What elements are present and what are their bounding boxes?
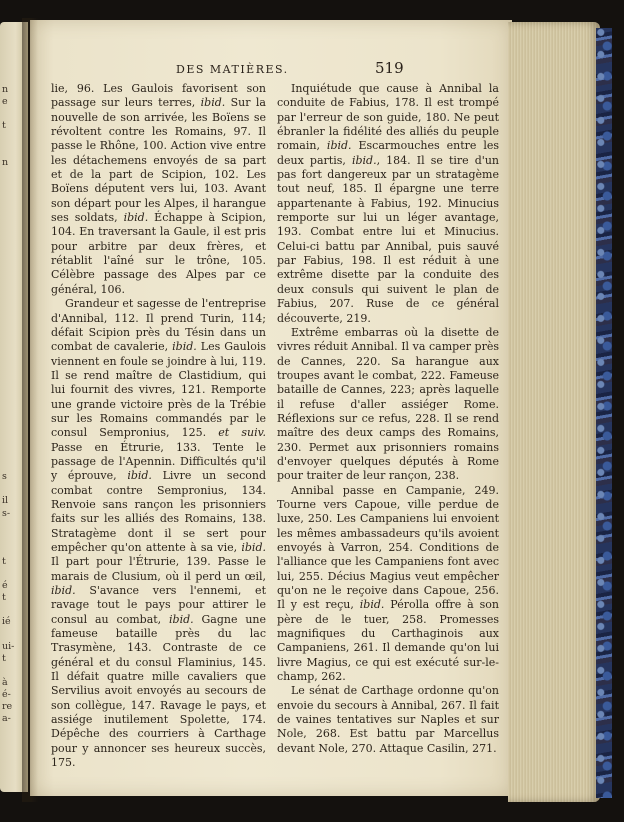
entry-text: Sur la nouvelle de son arrivée, les Boïens se révoltent contre les Romains, 97. Il passe le Rhône, 100. Action vive entre les détachemens envoyés de sa part et de la part de Scipion, 102. Les Boïens députent vers lui, 103. Avant son départ pour les Alpes, il harangue ses soldats, — [51, 96, 266, 225]
gutter-shadow — [22, 18, 38, 802]
index-entry — [51, 297, 266, 770]
running-head-title: DES MATIÈRES. — [176, 63, 289, 76]
italic-reference: ibid. — [200, 96, 226, 110]
facing-page-fragment: n — [2, 156, 9, 168]
book-page — [30, 20, 512, 796]
entry-text: Annibal passe en Campanie, 249. Tourne vers Capoue, ville perdue de luxe, 250. Les Campaniens lui envoient les mêmes ambassadeurs qu'ils avoient envoyés à Varron, 254. Conditions de l'alliance que les Campaniens font avec lui, 255. Décius Magius veut empêcher qu'on ne le reçoive dans Capoue, 256. Il y est reçu, — [277, 483, 499, 612]
fore-edge-pages — [508, 22, 600, 802]
index-entry — [277, 82, 499, 326]
index-entry — [277, 484, 499, 685]
facing-page-fragment: é- — [2, 689, 11, 700]
index-column-right — [277, 82, 499, 756]
facing-page-fragment: s- — [2, 507, 11, 519]
entry-text: , 184. Il se tire d'un pas fort dangereux par un stratagème tout neuf, 185. Il épargne une terre appartenante à Fabius, 192. Minucius remporte sur lui un léger avantage, 193. Combat entre lui et Minucius. Celui-ci battu par Annibal, puis sauvé par Fabius, 198. Il est réduit à une extrême disette par la conduite des deux consuls qui suivent le plan de Fabius, 207. Ruse de ce général découverte, 219. — [277, 153, 499, 325]
running-head — [30, 59, 512, 82]
index-entry — [277, 326, 499, 484]
facing-page-fragment: re — [2, 701, 13, 713]
facing-page-fragment: s — [2, 471, 7, 483]
entry-text: Il part pour l'Étrurie, 139. Passe le marais de Clusium, où il perd un œil, — [51, 555, 266, 583]
italic-reference: ibid. — [241, 541, 266, 554]
entry-text: Passe en Étrurie, 133. Tente le passage de l'Apennin. Difficultés qu'il y éprouve, — [51, 440, 266, 483]
italic-reference: ibid. — [359, 598, 385, 612]
entry-text: Extrême embarras où la disette de vivres réduit Annibal. Il va camper près de Cannes, 220. Sa harangue aux troupes avant le combat, 222. Fameuse bataille de Cannes, 223; après laquelle il refuse d'aller assiéger Rome. Réflexions sur ce refus, 228. Il se rend maître des deux camps des Romains, 230. Permet aux prisonniers romains d'envoyer quelques députés à Rome pour traiter de leur rançon, 238. — [277, 325, 499, 483]
facing-page-fragment: t — [2, 592, 6, 604]
facing-page-fragment: ié — [2, 616, 11, 628]
marbled-cover-board — [596, 28, 612, 798]
italic-reference: ibid. — [169, 612, 194, 626]
entry-text: Pérolla offre à son père de le tuer, 258. Promesses magnifiques du Carthaginois aux Campaniens, 261. Il demande qu'on lui livre Magius, ce qui est exécuté sur-le-champ, 262. — [277, 598, 499, 684]
italic-reference: et suiv. — [218, 426, 266, 440]
italic-reference: ibid. — [51, 584, 76, 598]
entry-text: Escarmouches entre les deux partis, — [277, 139, 500, 167]
facing-page-fragment: é — [2, 580, 8, 592]
facing-page-fragment: t — [2, 120, 6, 132]
italic-reference: ibid. — [351, 153, 377, 167]
index-column-left — [51, 82, 266, 771]
index-entry — [51, 82, 266, 297]
facing-page-fragment: t — [2, 652, 6, 664]
facing-page-fragment: t — [2, 555, 6, 567]
index-entry — [277, 684, 499, 756]
facing-page-fragment: e — [2, 96, 8, 108]
page-number: 519 — [375, 59, 404, 77]
facing-page-fragment: à — [2, 676, 8, 688]
entry-text: Gagne une fameuse bataille près du lac Trasymène, 143. Contraste de ce général et du consul Flaminius, 145. Il défait quatre mille cavaliers que Servilius avoit envoyés au secours de son collègue, 147. Ravage le pays, et assiége inutilement Spolette, 174. Dépêche des courriers à Carthage pour y annoncer ses heureux succès, 175. — [51, 612, 267, 770]
entry-text: S'avance vers l'ennemi, et ravage tout le pays pour attirer le consul au combat, — [51, 584, 266, 626]
facing-page-fragment: n — [2, 84, 9, 95]
entry-text: Grandeur et sagesse de l'entreprise d'Annibal, 112. Il prend Turin, 114; défait Scipion près du Tésin dans un combat de cavalerie, — [51, 297, 266, 354]
facing-page-fragment: a- — [2, 713, 11, 725]
entry-text: Livre un second combat contre Sempronius, 134. Renvoie sans rançon les prisonniers faits sur les alliés des Romains, 138. Stratagème dont il se sert pour empêcher qu'on attente à sa vie, — [51, 469, 266, 554]
italic-reference: ibid. — [326, 139, 352, 153]
italic-reference: ibid. — [172, 340, 197, 354]
italic-reference: ibid. — [127, 469, 152, 483]
entry-text: Le sénat de Carthage ordonne qu'on envoie du secours à Annibal, 267. Il fait de vaines tentatives sur Naples et sur Nole, 268. Est battu par Marcellus devant Nole, 270. Attaque Casilin, 271. — [277, 684, 499, 755]
facing-page-fragment: il — [2, 495, 9, 507]
italic-reference: ibid. — [123, 211, 149, 225]
entry-text: Échappe à Scipion, 104. En traversant la Gaule, il est pris pour arbitre par deux frères, et rétablit l'aîné sur le trône, 105. Célèbre passage des Alpes par ce général, 106. — [51, 211, 266, 296]
entry-text: lie, 96. Les Gaulois favorisent son passage sur leurs terres, — [51, 82, 266, 110]
entry-text: Inquiétude que cause à Annibal la conduite de Fabius, 178. Il est trompé par l'erreur de son guide, 180. Ne peut ébranler la fidélité des alliés du peuple romain, — [277, 82, 499, 153]
entry-text: Les Gaulois viennent en foule se joindre à lui, 119. Il se rend maître de Clastidium, qui lui fournit des vivres, 121. Remporte une grande victoire près de la Trébie sur les Romains commandés par le consul Sempronius, 125. — [51, 340, 267, 440]
facing-page-fragment: ui- — [2, 640, 15, 652]
